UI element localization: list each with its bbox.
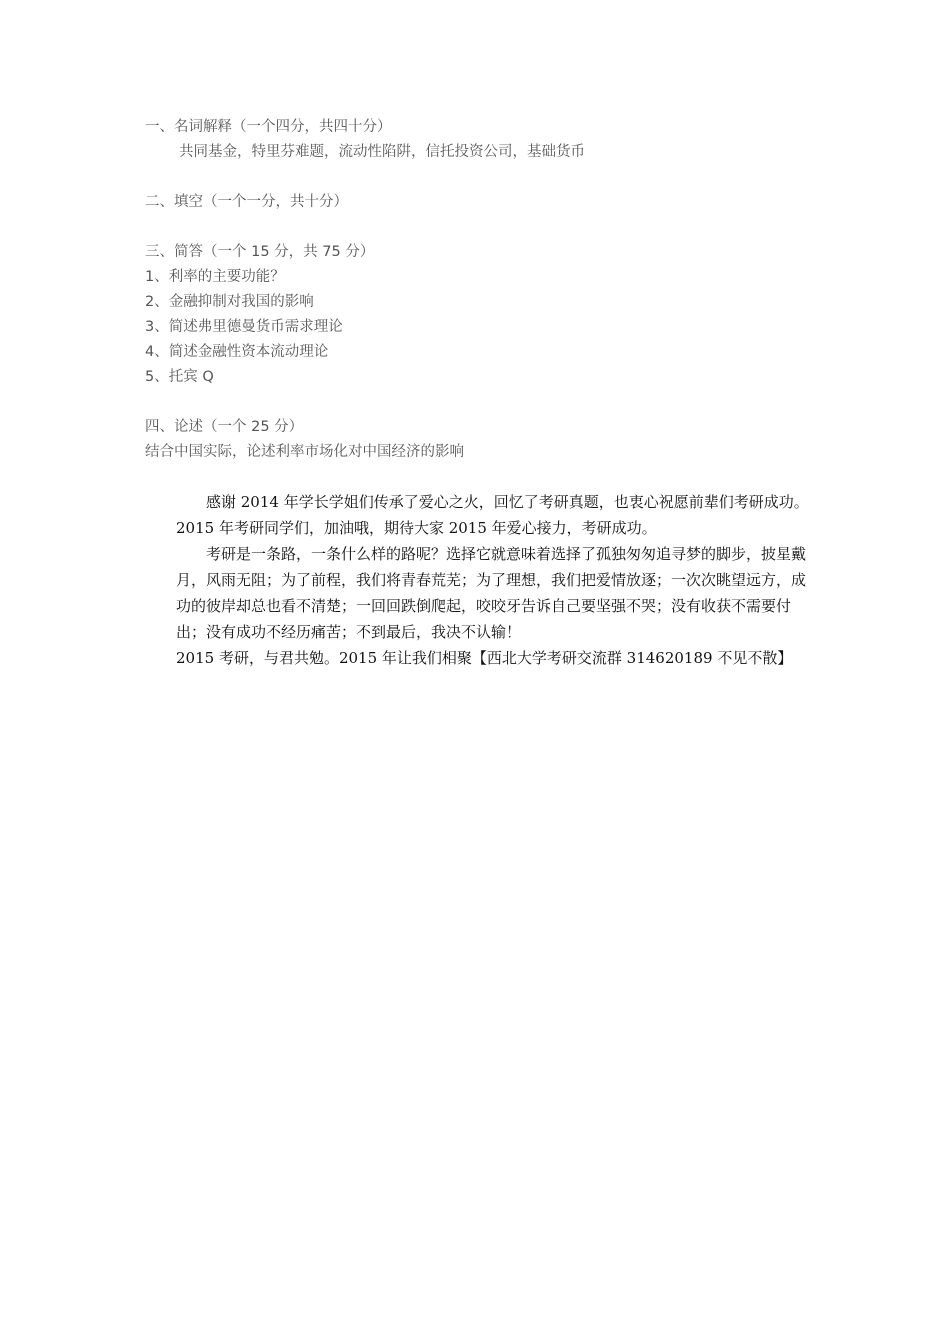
section-3-item-4: 4、简述金融性资本流动理论 [145,344,329,360]
section-4-heading: 四、论述（一个 25 分） [145,419,304,435]
section-3-item-5: 5、托宾 Q [145,369,214,385]
section-4-question: 结合中国实际，论述利率市场化对中国经济的影响 [145,444,464,460]
note-paragraph-1: 感谢 2014 年学长学姐们传承了爱心之火，回忆了考研真题，也衷心祝愿前辈们考研成功。2015 年考研同学们，加油哦，期待大家 2015 年爱心接力，考研成功。 [176,493,809,537]
section-3-item-3: 3、简述弗里德曼货币需求理论 [145,319,343,335]
note-paragraph-2: 考研是一条路，一条什么样的路呢？选择它就意味着选择了孤独匆匆追寻梦的脚步，披星戴月，风雨无阻；为了前程，我们将青春荒芜；为了理想，我们把爱情放逐；一次次眺望远方，成功的彼岸却总也看不清楚；一回回跌倒爬起，咬咬牙告诉自己要坚强不哭；没有收获不需要付出；没有成功不经历痛苦；不到最后，我决不认输！ [176,545,807,641]
spacer [145,215,825,240]
section-2-heading: 二、填空（一个一分，共十分） [145,194,348,210]
section-3-item-2: 2、金融抑制对我国的影响 [145,294,314,310]
section-1-heading: 一、名词解释（一个四分，共四十分） [145,119,392,135]
exam-questions [145,115,825,465]
closing-note [176,489,816,671]
spacer [145,390,825,415]
note-closing-line: 2015 考研，与君共勉。2015 年让我们相聚【西北大学考研交流群 314620189 不见不散】 [176,649,793,667]
section-3-heading: 三、简答（一个 15 分，共 75 分） [145,244,375,260]
section-3-item-1: 1、利率的主要功能？ [145,269,285,285]
spacer [145,165,825,190]
section-1-terms: 共同基金，特里芬难题，流动性陷阱，信托投资公司，基础货币 [179,144,585,160]
